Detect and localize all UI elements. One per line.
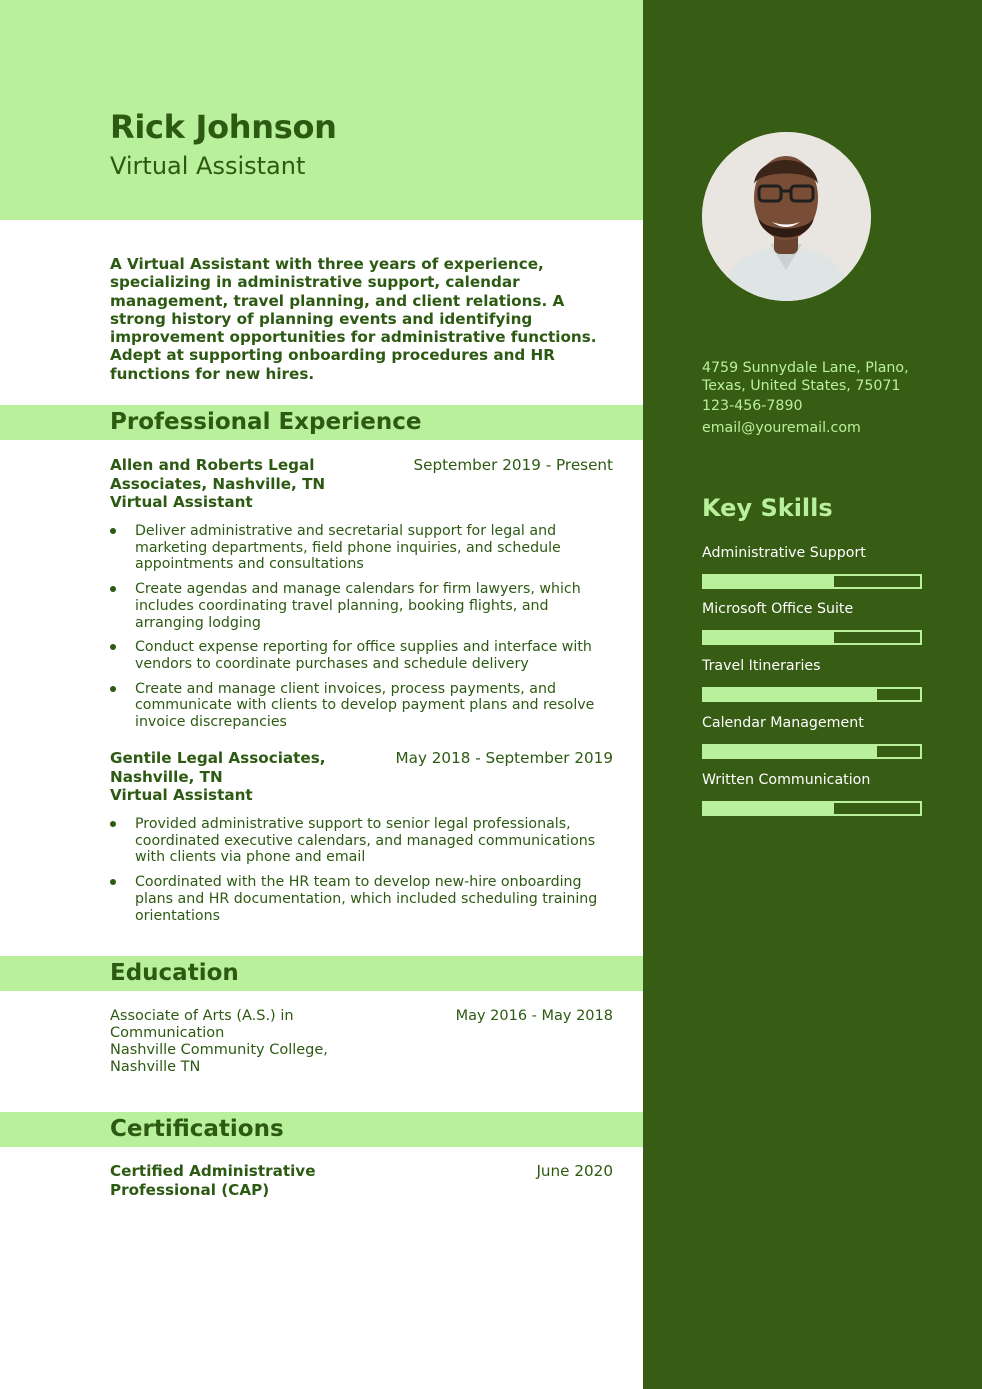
certification-date: June 2020 [536,1162,613,1180]
job-2-dates: May 2018 - September 2019 [395,749,613,767]
skill-travel-itineraries [702,658,922,702]
skill-bar [702,801,922,816]
job-1-bullets [110,523,620,739]
skill-label: Administrative Support [702,545,866,561]
candidate-name: Rick Johnson [110,108,337,146]
avatar-portrait-icon [702,132,871,301]
list-item: Deliver administrative and secretarial support for legal and marketing departments, field phone inquiries, and schedule appointments and consultations [110,523,620,573]
experience-heading: Professional Experience [110,409,422,435]
bullet-dot-icon [110,821,116,827]
education-band [0,956,643,991]
list-item: Create and manage client invoices, process payments, and communicate with clients to develop payment plans and resolve invoice discrepancies [110,681,620,731]
list-item: Provided administrative support to senior legal professionals, coordinated executive calendars, and managed communications with clients via phone and email [110,816,620,866]
skill-bar [702,574,922,589]
contact-address: 4759 Sunnydale Lane, Plano, Texas, United States, 75071 [702,360,909,394]
skill-label: Travel Itineraries [702,658,821,674]
skill-bar [702,630,922,645]
skill-bar-fill [704,576,834,587]
skill-label: Calendar Management [702,715,864,731]
job-2-company: Gentile Legal Associates, Nashville, TN [110,749,326,786]
list-item: Create agendas and manage calendars for firm lawyers, which includes coordinating travel planning, booking flights, and arranging lodging [110,581,620,631]
job-1-role: Virtual Assistant [110,493,253,511]
job-1-dates: September 2019 - Present [413,456,613,474]
skill-administrative-support [702,545,922,589]
bullet-dot-icon [110,528,116,534]
certification-name: Certified Administrative Professional (CAP) [110,1162,316,1199]
education-heading: Education [110,960,239,986]
contact-phone: 123-456-7890 [702,398,803,414]
contact-email: email@youremail.com [702,420,861,436]
skill-label: Microsoft Office Suite [702,601,854,617]
skill-bar-fill [704,803,834,814]
bullet-dot-icon [110,879,116,885]
bullet-dot-icon [110,644,116,650]
list-item: Conduct expense reporting for office supplies and interface with vendors to coordinate purchases and schedule delivery [110,639,620,672]
skill-bar-fill [704,746,877,757]
skill-label: Written Communication [702,772,871,788]
job-2-header [110,749,613,805]
skill-bar [702,687,922,702]
certification-entry [110,1162,613,1200]
education-entry [110,1008,613,1076]
certifications-heading: Certifications [110,1116,284,1142]
skill-microsoft-office-suite [702,601,922,645]
list-item: Coordinated with the HR team to develop new-hire onboarding plans and HR documentation, which included scheduling training orientations [110,874,620,924]
skill-written-communication [702,772,922,816]
education-degree: Associate of Arts (A.S.) in Communication [110,1008,294,1041]
profile-photo [702,132,871,301]
certifications-band [0,1112,643,1147]
candidate-title: Virtual Assistant [110,152,306,180]
skill-bar-fill [704,689,877,700]
skill-bar [702,744,922,759]
job-1-company: Allen and Roberts Legal Associates, Nashville, TN [110,456,326,493]
education-dates: May 2016 - May 2018 [455,1008,613,1024]
job-2-bullets [110,816,620,932]
job-2-role: Virtual Assistant [110,786,253,804]
bullet-dot-icon [110,586,116,592]
bullet-dot-icon [110,686,116,692]
summary: A Virtual Assistant with three years of experience, specializing in administrative support, calendar management, travel planning, and client relations. A strong history of planning events and identifying improvement opportunities for administrative functions. Adept at supporting onboarding procedures and HR functions for new hires. [110,255,597,383]
education-school: Nashville Community College, Nashville TN [110,1042,328,1075]
skill-calendar-management [702,715,922,759]
job-1-header [110,456,613,512]
skill-bar-fill [704,632,834,643]
skills-heading: Key Skills [702,494,833,522]
